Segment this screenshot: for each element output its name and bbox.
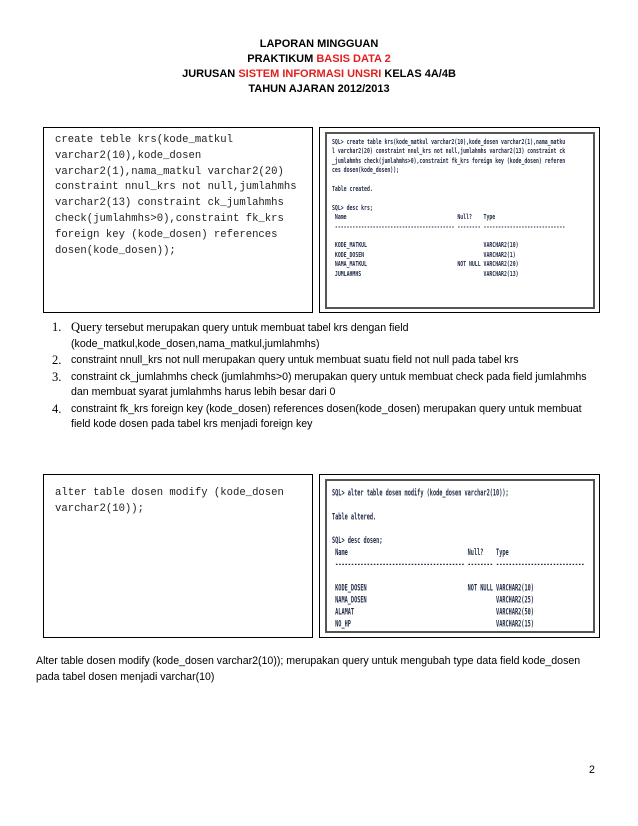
list-number: 3.: [52, 369, 62, 384]
terminal-line: SQL> desc krs;: [332, 202, 373, 212]
terminal-output-2: [332, 487, 584, 630]
list-number: 4.: [52, 401, 62, 416]
explanation-list: [52, 320, 597, 434]
code-line: varchar2(1),nama_matkul varchar2(20): [55, 165, 284, 178]
terminal-line: [332, 231, 565, 240]
code-line: constraint nnul_krs not null,jumlahmhs: [55, 181, 297, 194]
alter-explanation: Alter table dosen modify (kode_dosen varchar2(10)); merupakan query untuk mengubah type data field kode_dosen pada tabel dosen menjadi varchar(10): [36, 655, 581, 683]
terminal-line: SQL> create table krs(kode_matkul varchar2(10),kode_dosen varchar2(1),nama_matku: [332, 137, 566, 146]
code-line: alter table dosen modify (kode_dosen: [55, 487, 284, 499]
terminal-screenshot-1: [325, 132, 595, 309]
terminal-line: KODE_DOSEN NOT NULL VARCHAR2(10): [332, 583, 534, 593]
terminal-line: [332, 570, 584, 582]
terminal-line: [332, 193, 565, 202]
terminal-line: _jumlahmhs check(jumlahmhs>0),constraint fk_krs foreign key (kode_dosen) referen: [332, 155, 566, 165]
terminal-line: Table altered.: [332, 511, 377, 522]
list-item: [52, 370, 597, 401]
code-line: dosen(kode_dosen));: [55, 244, 176, 257]
code-line: check(jumlahmhs>0),constraint fk_krs: [55, 212, 284, 225]
sql-code-2: [55, 486, 284, 518]
list-first-word: Query: [71, 320, 103, 334]
terminal-line: Name Null? Type: [332, 212, 496, 222]
code-line: create teble krs(kode_matkul: [55, 134, 234, 146]
page-number: 2: [589, 764, 595, 776]
terminal-line: KODE_MATKUL VARCHAR2(10): [332, 240, 519, 250]
terminal-line: SQL> desc dosen;: [332, 535, 383, 546]
list-number: 2.: [52, 353, 62, 367]
terminal-line: ----------------------------------------- -------- ----------------------------: [332, 559, 585, 570]
terminal-line: JUMLAHMHS VARCHAR2(13): [332, 268, 519, 278]
terminal-line: KODE_DOSEN VARCHAR2(1): [332, 249, 516, 259]
list-item: [52, 353, 597, 369]
terminal-line: ALAMAT VARCHAR2(50): [332, 606, 534, 617]
terminal-line: [332, 499, 584, 511]
department-name: SISTEM INFORMASI UNSRI: [238, 68, 382, 80]
terminal-line: NO_HP VARCHAR2(15): [332, 618, 534, 629]
list-item: [52, 402, 597, 433]
list-text: constraint nnull_krs not null merupakan query untuk membuat suatu field not null pada tabel krs: [71, 354, 519, 366]
department-line: [0, 67, 638, 82]
list-text: tersebut merupakan query untuk membuat tabel krs dengan field (kode_matkul,kode_dosen,nama_matkul,jumlahmhs): [71, 322, 409, 350]
terminal-line: SQL> alter table dosen modify (kode_dosen varchar2(10));: [332, 488, 509, 498]
terminal-line: Name Null? Type: [332, 547, 509, 558]
terminal-line: ----------------------------------------- -------- ----------------------------: [332, 221, 566, 231]
code-line: varchar2(13) constraint ck_jumlahmhs: [55, 197, 284, 210]
sql-code-1: [55, 133, 297, 259]
report-title: LAPORAN MINGGUAN: [259, 38, 379, 50]
code-line: foreign key (kode_dosen) references: [55, 228, 278, 241]
course-prefix: PRAKTIKUM: [247, 53, 317, 65]
terminal-line: Table created.: [332, 184, 373, 194]
department-prefix: JURUSAN: [182, 68, 239, 80]
terminal-line: l varchar2(20) constraint nnul_krs not null,jumlahmhs varchar2(13) constraint ck: [332, 146, 566, 156]
list-item: [52, 320, 597, 352]
course-line: [0, 52, 638, 67]
terminal-line: NAMA_MATKUL NOT NULL VARCHAR2(20): [332, 259, 519, 269]
terminal-line: [332, 523, 584, 535]
code-line: varchar2(10),kode_dosen: [55, 149, 202, 162]
course-name: BASIS DATA 2: [316, 53, 391, 65]
terminal-screenshot-2: [325, 479, 595, 633]
list-text: constraint fk_krs foreign key (kode_dosen) references dosen(kode_dosen) merupakan query untuk membuat field kode dosen pada tabel krs menjadi foreign key: [71, 402, 582, 430]
list-text: constraint ck_jumlahmhs check (jumlahmhs>0) merupakan query untuk membuat check pada field jumlahmhs dan membuat syarat jumlahmhs harus lebih besar dari 0: [71, 370, 587, 398]
terminal-line: [332, 175, 565, 184]
class-label: KELAS 4A/4B: [381, 68, 456, 80]
terminal-output-1: [332, 137, 565, 278]
academic-year: TAHUN AJARAN 2012/2013: [248, 83, 390, 95]
terminal-line: NAMA_DOSEN VARCHAR2(25): [332, 595, 534, 605]
terminal-line: ces dosen(kode_dosen));: [332, 165, 400, 175]
list-number: 1.: [52, 320, 62, 334]
code-line: varchar2(10));: [55, 502, 145, 515]
